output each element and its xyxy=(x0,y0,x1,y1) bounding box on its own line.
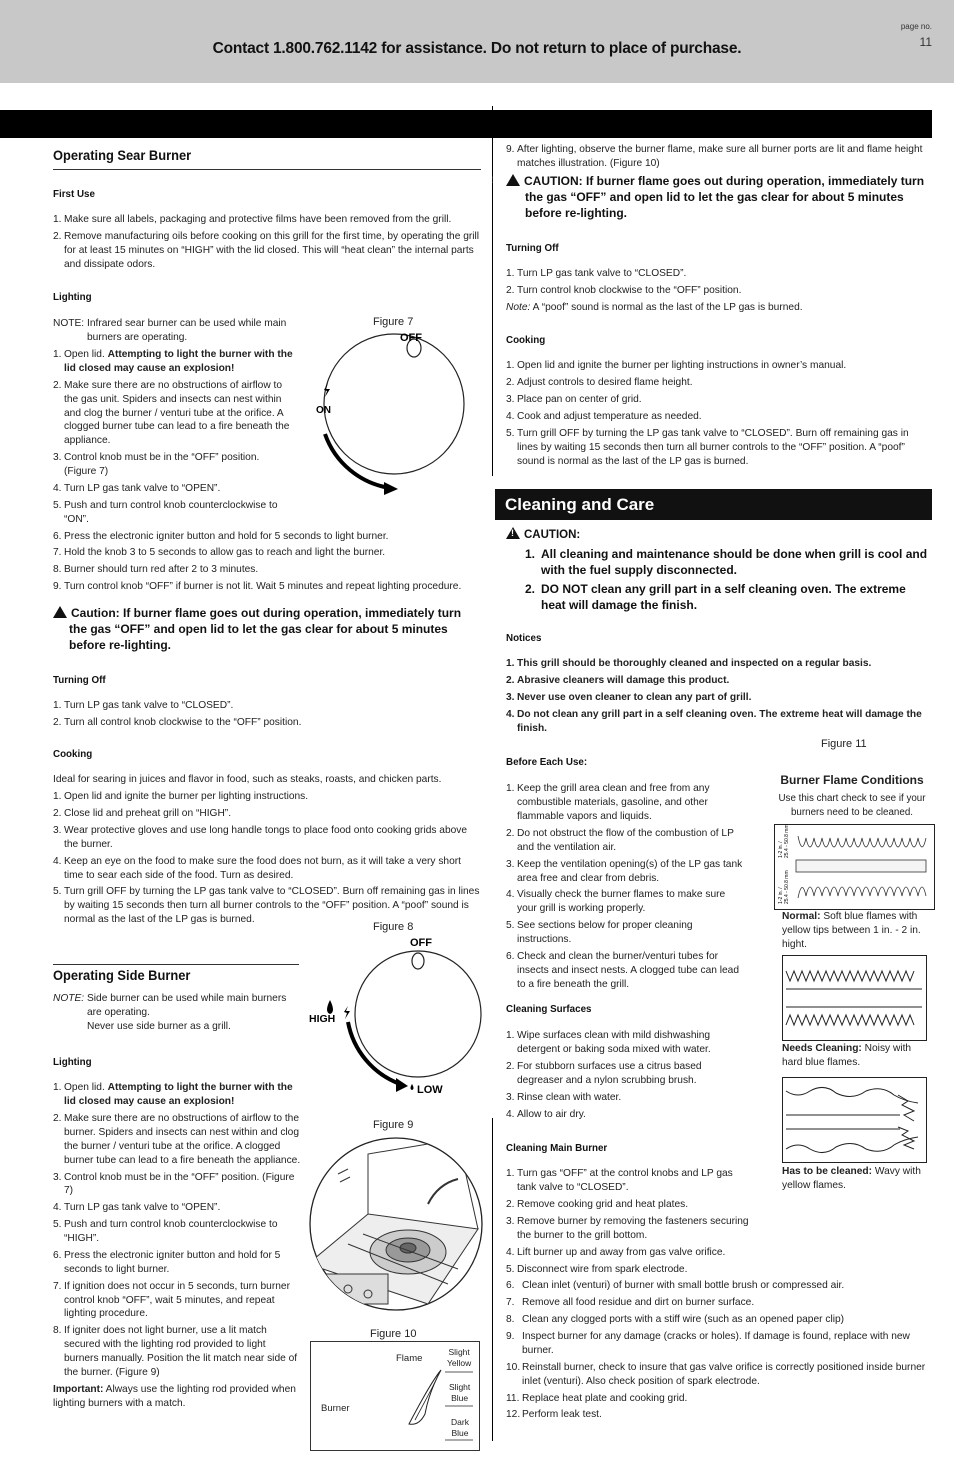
list-item: 4. Do not clean any grill part in a self cleaning oven. The extreme heat will damage the finish. xyxy=(506,708,922,734)
list-item: 1. Open lid and ignite the burner per lighting instructions. xyxy=(53,791,309,803)
fig10-burner-label: Burner xyxy=(321,1403,350,1414)
list-item: 3. Wear protective gloves and use long handle tongs to place food onto cooking grids above the burner. xyxy=(53,824,468,850)
warning-icon xyxy=(53,606,67,618)
sear-turning-off-block xyxy=(53,674,481,733)
flame-needs-cleaning-caption: Needs Cleaning: Noisy with hard blue flames. xyxy=(782,1043,912,1068)
list-item: 9. Turn control knob “OFF” if burner is not lit. Wait 5 minutes and repeat lighting procedure. xyxy=(53,581,462,593)
list-item: 4. Turn LP gas tank valve to “OPEN”. xyxy=(53,482,221,494)
list-item: 2. Make sure there are no obstructions of airflow to the burner. Spiders and insects can nest within and clog the burner / venturi tube at the orifice. A clogged burner tube can lead to a fire beneath the appliance. xyxy=(53,1113,301,1166)
column-divider-lower xyxy=(492,1118,493,1441)
sear-lighting-narrow xyxy=(53,317,293,526)
notices-list xyxy=(506,657,931,735)
right-turning-off-list xyxy=(506,267,931,298)
notices-title: Notices xyxy=(506,633,542,644)
list-item: 1. Turn LP gas tank valve to “CLOSED”. xyxy=(53,700,234,712)
figure-7-knob xyxy=(300,326,485,496)
list-item: 2. Abrasive cleaners will damage this product. xyxy=(506,675,730,687)
list-item: 2. Turn all control knob clockwise to the “OFF” position. xyxy=(53,717,302,729)
page-number-label: page no. xyxy=(900,22,932,31)
right-cooking-title: Cooking xyxy=(506,335,546,346)
first-use-title: First Use xyxy=(53,189,95,200)
list-item: 2. Do not obstruct the flow of the combustion of LP and the ventilation air. xyxy=(506,827,734,853)
sear-lighting-list xyxy=(53,348,293,376)
right-cooking-list xyxy=(506,359,931,468)
list-item: 8. Burner should turn red after 2 to 3 minutes. xyxy=(53,564,259,576)
side-lighting-list xyxy=(53,1081,301,1109)
list-item: 2. Adjust controls to desired flame height. xyxy=(506,377,693,389)
list-item: 2. For stubborn surfaces use a citrus based degreaser and a nylon scrubbing brush. xyxy=(506,1061,702,1086)
list-item: 1. Open lid. Attempting to light the burner with the lid closed may cause an explosion! xyxy=(53,1082,293,1108)
flame-normal-illustration xyxy=(774,824,936,910)
contact-banner: Contact 1.800.762.1142 for assistance. Do not return to place of purchase. xyxy=(212,40,742,57)
side-note-text: Side burner can be used while main burners are operating. xyxy=(87,993,287,1018)
cleaning-caution: !CAUTION: 1. All cleaning and maintenance should be done when grill is cool and with the fuel supply disconnected. 2. DO NOT clean any grill part in a self cleaning oven. The extreme heat will damage the finish. xyxy=(506,527,931,616)
sear-turning-off-title: Turning Off xyxy=(53,675,106,686)
list-item: 3. Never use oven cleaner to clean any part of grill. xyxy=(506,692,752,704)
list-item: 6. Check and clean the burner/venturi tubes for insects and insect nests. A clogged tube can lead to a fire beneath the grill. xyxy=(506,950,740,990)
sear-note-label: NOTE: xyxy=(53,318,85,330)
list-item: 3. Remove burner by removing the fasteners securing the burner to the grill bottom. xyxy=(506,1215,749,1241)
list-item: 4. Allow to air dry. xyxy=(506,1108,586,1120)
fig10-flame-label: Flame xyxy=(396,1353,423,1364)
list-item: 1. Wipe surfaces clean with mild dishwashing detergent or baking soda mixed with water. xyxy=(506,1030,711,1056)
warning-icon xyxy=(506,174,520,186)
list-item: 12. Perform leak test. xyxy=(506,1409,602,1421)
fig8-low-label: LOW xyxy=(417,1084,443,1096)
side-important: Important: Always use the lighting rod provided when lighting burners with a match. xyxy=(53,1383,296,1409)
list-item: 7. Remove all food residue and dirt on burner surface. xyxy=(506,1297,755,1309)
fig7-off-label: OFF xyxy=(400,332,422,344)
before-each-use-block xyxy=(506,756,746,995)
list-item: 3. Rinse clean with water. xyxy=(506,1091,622,1103)
sear-cooking-block xyxy=(53,748,481,930)
list-item: 5. Push and turn control knob counterclockwise to “ON”. xyxy=(53,499,278,525)
side-lighting-list-2 xyxy=(53,1112,301,1380)
side-burner-section xyxy=(53,966,299,985)
right-caution: !CAUTION: If burner flame goes out during operation, immediately turn the gas “OFF” and open lid to let the gas clear for about 5 minutes before re-lighting. xyxy=(506,174,931,221)
dim-label-lower-mm: 25.4 - 50.8 mm xyxy=(784,870,790,904)
list-item: 1. Turn LP gas tank valve to “CLOSED”. xyxy=(506,268,687,280)
flame-has-to-be-cleaned-caption: Has to be cleaned: Wavy with yellow flames. xyxy=(782,1166,921,1191)
flame-chart-subtitle: Use this chart check to see if your burners need to be cleaned. xyxy=(778,793,926,818)
list-item: 3. Control knob must be in the “OFF” position. (Figure 7) xyxy=(53,1171,295,1197)
cleaning-surfaces-block xyxy=(506,1003,746,1125)
right-turning-off-title: Turning Off xyxy=(506,243,559,254)
list-item: 1. All cleaning and maintenance should be done when grill is cool and with the fuel supply disconnected. xyxy=(525,547,928,577)
side-lighting-title: Lighting xyxy=(53,1057,92,1068)
sear-lighting-list-2 xyxy=(53,379,293,527)
dim-label-upper: 1-2 in. / xyxy=(778,841,784,858)
sear-note-text: Infrared sear burner can be used while main burners are operating. xyxy=(87,318,287,344)
page-number: 11 xyxy=(919,35,932,49)
list-item: 1. Make sure all labels, packaging and protective films have been removed from the grill. xyxy=(53,214,452,226)
cleaning-title: Cleaning and Care xyxy=(495,489,932,520)
list-item: 7. If ignition does not occur in 5 seconds, turn burner control knob “OFF”, wait 5 minutes, and repeat lighting procedure. xyxy=(53,1280,290,1320)
sear-cooking-intro: Ideal for searing in juices and flavor in food, such as steaks, roasts, and chicken parts. xyxy=(53,774,442,786)
list-item: 4. Keep an eye on the food to make sure the food does not burn, as it will take a very short time to sear each side of the food. Turn as desired. xyxy=(53,855,461,881)
flame-chart-title: Burner Flame Conditions xyxy=(780,773,924,787)
list-item: 2. Close lid and preheat grill on “HIGH”. xyxy=(53,808,232,820)
dim-label-lower: 1-2 in. / xyxy=(778,887,784,904)
fig10-slight-blue: Slight Blue xyxy=(449,1382,471,1403)
list-item: 5. Disconnect wire from spark electrode. xyxy=(506,1263,688,1275)
figure-10-label: Figure 10 xyxy=(370,1328,417,1340)
cleaning-main-list xyxy=(506,1167,751,1276)
fig8-off-label: OFF xyxy=(410,937,432,949)
figure-7-label: Figure 7 xyxy=(373,316,414,328)
sear-title: Operating Sear Burner xyxy=(53,147,192,163)
list-item: 2. Turn control knob clockwise to the “OFF” position. xyxy=(506,285,742,297)
list-item: 5. Turn grill OFF by turning the LP gas tank valve to “CLOSED”. Burn off remaining gas in lines by waiting 15 seconds then turn all burner controls to the “OFF” position. A “poof” sound is normal as the last of the LP gas is burned. xyxy=(506,427,909,467)
list-item: 2. Make sure there are no obstructions of airflow to the gas unit. Spiders and insects can nest within and clog the burner / venturi tube at the orifice. A clogged burner tube can lead to a fire beneath the appliance. xyxy=(53,379,290,447)
fig10-dark-blue: Dark Blue xyxy=(451,1417,469,1438)
list-item: 4. Visually check the burner flames to make sure your grill is working properly. xyxy=(506,889,726,915)
side-title-rule xyxy=(53,964,299,965)
fig7-on-label: ON xyxy=(316,405,331,416)
cleaning-main-title: Cleaning Main Burner xyxy=(506,1143,608,1154)
flame-needs-cleaning-illustration xyxy=(782,955,928,1041)
column-divider xyxy=(492,106,493,476)
figure-9-side-burner-illustration xyxy=(308,1134,484,1314)
list-item: 7. Hold the knob 3 to 5 seconds to allow gas to reach and light the burner. xyxy=(53,547,386,559)
list-item: 5. Turn grill OFF by turning the LP gas tank valve to “CLOSED”. Burn off remaining gas in lines by waiting 15 seconds then turn all burner controls to the “OFF” position. A “poof” sound is normal as the last of the LP gas is burned. xyxy=(53,886,480,926)
list-item: 1. Open lid and ignite the burner per lighting instructions in owner’s manual. xyxy=(506,360,847,372)
list-item: 9. After lighting, observe the burner flame, make sure all burner ports are lit and flame height matches illustration. (Figure 10) xyxy=(506,144,923,169)
figure-8-knob xyxy=(300,932,485,1102)
figure-8-label: Figure 8 xyxy=(373,921,414,933)
right-cooking-block xyxy=(506,334,931,471)
sear-lighting-title: Lighting xyxy=(53,292,92,303)
sear-cooking-list xyxy=(53,790,481,927)
cleaning-caution-list xyxy=(525,547,931,613)
right-note: Note: A “poof” sound is normal as the last of the LP gas is burned. xyxy=(506,302,803,314)
sear-title-rule xyxy=(53,169,481,170)
list-item: 6. Press the electronic igniter button and hold for 5 seconds to light burner. xyxy=(53,1249,281,1275)
right-item-9 xyxy=(506,143,931,174)
list-item: 9. Inspect burner for any damage (cracks or holes). If damage is found, replace with new burner. xyxy=(506,1331,910,1356)
sear-turning-off-list xyxy=(53,699,481,730)
warning-icon xyxy=(506,527,520,539)
flame-chart-header xyxy=(770,772,934,819)
cleaning-banner xyxy=(495,489,932,520)
list-item: 1. Keep the grill area clean and free from any combustible materials, gasoline, and other flammable vapors and liquids. xyxy=(506,783,710,823)
list-item: 4. Turn LP gas tank valve to “OPEN”. xyxy=(53,1202,221,1214)
dim-label-upper-mm: 25.4 - 50.8 mm xyxy=(784,824,790,858)
first-use-list xyxy=(53,213,481,272)
sear-cooking-title: Cooking xyxy=(53,749,93,760)
side-lighting-block xyxy=(53,1056,301,1411)
list-item: 10. Reinstall burner, check to insure that gas valve orifice is correctly positioned inside burner inlet (venturi). Also check position of spark electrode. xyxy=(506,1361,926,1387)
list-item: 3. Control knob must be in the “OFF” position. (Figure 7) xyxy=(53,452,260,478)
fig8-high-label: HIGH xyxy=(309,1013,336,1025)
list-item: 11. Replace heat plate and cooking grid. xyxy=(506,1392,688,1404)
list-item: 3. Place pan on center of grid. xyxy=(506,394,642,406)
flame-has-to-be-cleaned-illustration xyxy=(782,1077,928,1163)
list-item: 6. Press the electronic igniter button and hold for 5 seconds to light burner. xyxy=(53,530,389,542)
sear-note xyxy=(53,317,293,345)
flame-normal-caption: Normal: Soft blue flames with yellow tips between 1 in. - 2 in. hight. xyxy=(782,911,921,950)
list-item: 1. Turn gas “OFF” at the control knobs and LP gas tank valve to “CLOSED”. xyxy=(506,1168,733,1194)
list-item: 1. This grill should be thoroughly cleaned and inspected on a regular basis. xyxy=(506,658,872,670)
notices-block xyxy=(506,632,931,739)
fig10-slight-yellow: Slight Yellow xyxy=(447,1347,472,1368)
side-note-text-2: Never use side burner as a grill. xyxy=(87,1020,231,1032)
list-item: 8. Clean any clogged ports with a stiff wire (such as an opened paper clip) xyxy=(506,1314,845,1326)
figure-11-label: Figure 11 xyxy=(821,738,867,750)
list-item: 8. If igniter does not light burner, use a lit match secured with the lighting rod provided to light burners manually. Position the lit match near side of the burner. (Figure 9) xyxy=(53,1325,298,1378)
list-item: 1. Open lid. Attempting to light the burner with the lid closed may cause an explosion! xyxy=(53,349,293,374)
before-each-use-title: Before Each Use: xyxy=(506,757,588,768)
first-use-block xyxy=(53,188,481,275)
list-item: 5. See sections below for proper cleaning instructions. xyxy=(506,920,693,946)
section-bar xyxy=(0,110,932,138)
sear-burner-section xyxy=(53,146,481,170)
list-item: 4. Lift burner up and away from gas valve orifice. xyxy=(506,1246,726,1258)
sear-lighting-list-3 xyxy=(53,530,481,595)
list-item: 3. Keep the ventilation opening(s) of the LP gas tank area free and clear from debris. xyxy=(506,858,743,884)
right-turning-off-block xyxy=(506,242,931,315)
cleaning-surfaces-title: Cleaning Surfaces xyxy=(506,1004,592,1015)
list-item: 4. Cook and adjust temperature as needed. xyxy=(506,410,702,422)
figure-9-label: Figure 9 xyxy=(373,1119,414,1131)
cleaning-surfaces-list xyxy=(506,1029,746,1121)
list-item: 2. Remove manufacturing oils before cooking on this grill for the first time, by operating the grill for at least 15 minutes on “HIGH” with the lid closed. This will “heat clean” the internal parts and dissipate odors. xyxy=(53,231,480,270)
side-title: Operating Side Burner xyxy=(53,967,191,983)
cleaning-main-list-2 xyxy=(506,1279,931,1422)
list-item: 5. Push and turn control knob counterclockwise to “HIGH”. xyxy=(53,1219,278,1245)
before-each-use-list xyxy=(506,782,746,991)
side-note xyxy=(53,992,293,1034)
list-item: 6. Clean inlet (venturi) of burner with small bottle brush or compressed air. xyxy=(506,1280,845,1292)
sear-caution: !Caution: If burner flame goes out during operation, immediately turn the gas “OFF” and open lid to let the gas clear for about 5 minutes before re-lighting. xyxy=(53,606,481,653)
list-item: 2. DO NOT clean any grill part in a self cleaning oven. The extreme heat will damage the finish. xyxy=(525,581,906,612)
side-note-label: NOTE: xyxy=(53,993,85,1004)
list-item: 2. Remove cooking grid and heat plates. xyxy=(506,1199,689,1211)
figure-10-box xyxy=(310,1341,480,1451)
